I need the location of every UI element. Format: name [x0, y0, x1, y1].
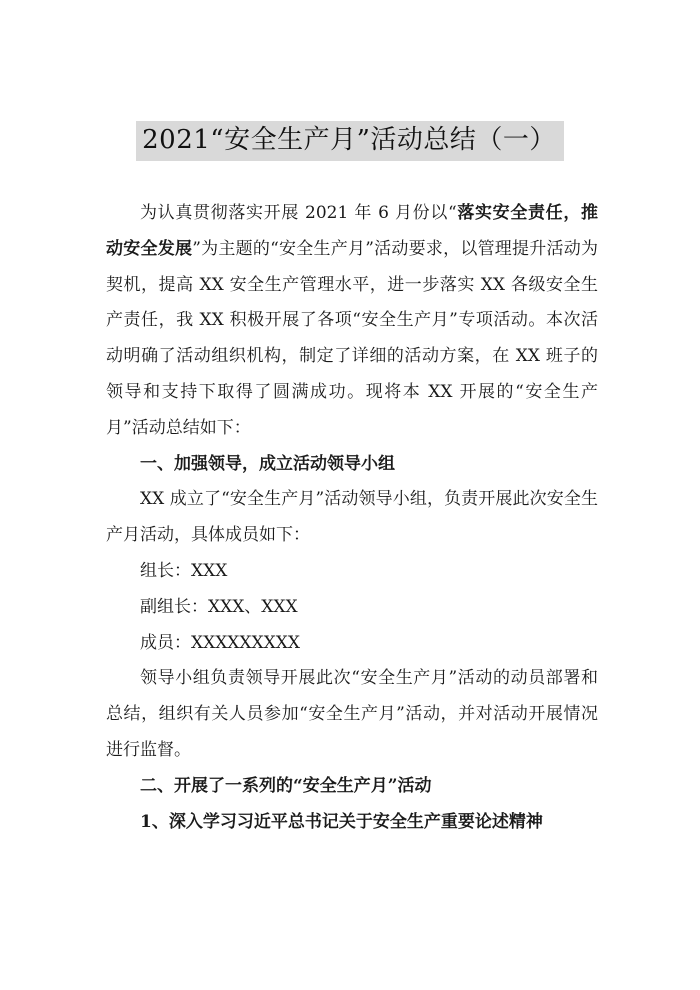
section1-paragraph: XX 成立了“安全生产月”活动领导小组，负责开展此次安全生产月活动，具体成员如下：	[106, 489, 598, 546]
document-title: 2021“安全生产月”活动总结（一）	[136, 121, 564, 161]
title-container	[0, 121, 700, 161]
intro-paragraph	[106, 196, 598, 447]
section1-heading: 一、加强领导，成立活动领导小组	[140, 453, 395, 474]
deputy-leader-line: 副组长：XXX、XXX	[140, 596, 298, 617]
document-body	[106, 196, 598, 840]
intro-text-part1: 为认真贯彻落实开展 2021 年 6 月份以“	[140, 203, 457, 223]
group-duty-paragraph: 领导小组负责领导开展此次“安全生产月”活动的动员部署和总结，组织有关人员参加“安全生产月”活动，并对活动开展情况进行监督。	[106, 668, 598, 760]
intro-theme-bold: 落实安全责任，推动安全发展	[106, 203, 599, 259]
section2-heading: 二、开展了一系列的“安全生产月”活动	[140, 775, 432, 796]
section2-subheading-1: 1、深入学习习近平总书记关于安全生产重要论述精神	[140, 811, 543, 832]
intro-text-part2: ”为主题的“安全生产月”活动要求，以管理提升活动为契机，提高 XX 安全生产管理水平，进一步落实 XX 各级安全生产责任，我 XX 积极开展了各项“安全生产月”专项活动。本次活动明确了活动组织机构，制定了详细的活动方案，在 XX 班子的领导和支持下取得了圆满成功。现将本 XX 开展的“安全生产月”活动总结如下：	[106, 238, 599, 438]
members-line: 成员：XXXXXXXXX	[140, 632, 300, 653]
group-leader-line: 组长：XXX	[140, 560, 228, 581]
